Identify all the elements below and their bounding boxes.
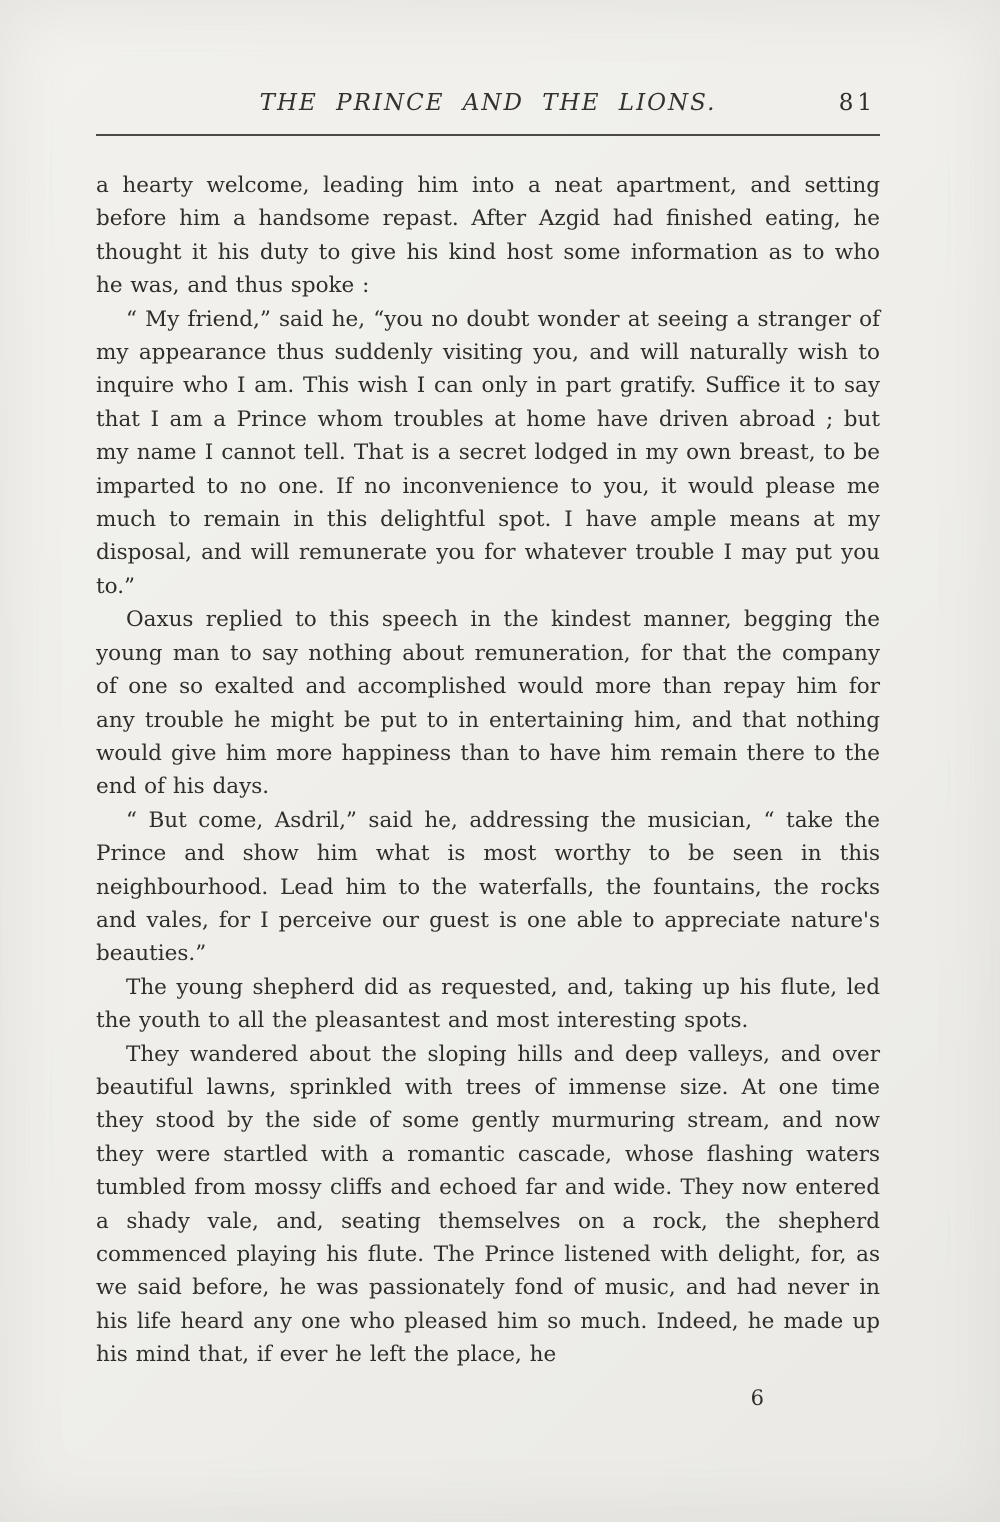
page-footer bbox=[96, 1386, 880, 1410]
body-text bbox=[96, 169, 880, 1372]
paragraph: “ My friend,” said he, “you no doubt wonder at seeing a stranger of my appearance thus suddenly visiting you, and will naturally wish to inquire who I am. This wish I can only in part gratify. Suffice it to say that I am a Prince whom troubles at home have driven abroad ; but my name I cannot tell. That is a secret lodged in my own breast, to be imparted to no one. If no inconvenience to you, it would please me much to remain in this delightful spot. I have ample means at my disposal, and will remunerate you for whatever trouble I may put you to.” bbox=[96, 306, 880, 599]
running-title: THE PRINCE AND THE LIONS. bbox=[259, 90, 717, 116]
paragraph: a hearty welcome, leading him into a neat apartment, and setting before him a handsome repast. After Azgid had finished eating, he thought it his duty to give his kind host some information as to who he was, and thus spoke : bbox=[96, 173, 880, 299]
paragraph: “ But come, Asdril,” said he, addressing the musician, “ take the Prince and show him what is most worthy to be seen in this neighbourhood. Lead him to the waterfalls, the fountains, the rocks and vales, for I perceive our guest is one able to appreciate nature's beauties.” bbox=[96, 807, 880, 967]
page-number: 81 bbox=[838, 90, 876, 116]
paragraph: The young shepherd did as requested, and, taking up his flute, led the youth to all the pleasantest and most interesting spots. bbox=[96, 974, 880, 1034]
paragraph: Oaxus replied to this speech in the kindest manner, begging the young man to say nothing about remuneration, for that the company of one so exalted and accomplished would more than repay him for any trouble he might be put to in entertaining him, and that nothing would give him more happiness than to have him remain there to the end of his days. bbox=[96, 607, 880, 800]
signature-mark: 6 bbox=[750, 1385, 764, 1410]
header-rule bbox=[96, 134, 880, 136]
paragraph: They wandered about the sloping hills and deep valleys, and over beautiful lawns, sprinkled with trees of immense size. At one time they stood by the side of some gently murmuring stream, and now they were startled with a romantic cascade, whose flashing waters tumbled from mossy cliffs and echoed far and wide. They now entered a shady vale, and, seating themselves on a rock, the shepherd commenced playing his flute. The Prince listened with delight, for, as we said before, he was passionately fond of music, and had never in his life heard any one who pleased him so much. Indeed, he made up his mind that, if ever he left the place, he bbox=[96, 1041, 880, 1368]
page-header bbox=[96, 90, 880, 124]
